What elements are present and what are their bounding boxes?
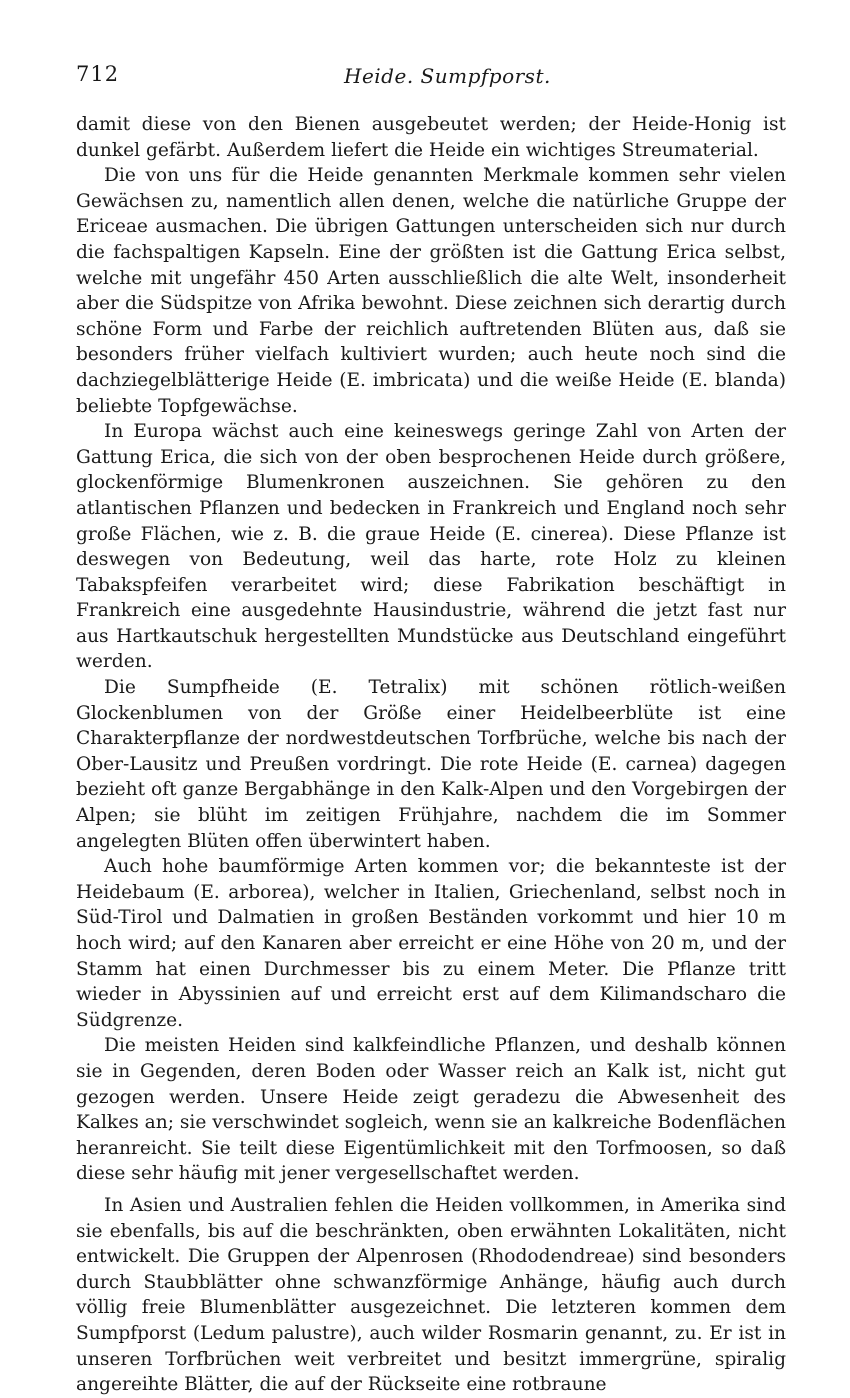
body-text: [76, 112, 786, 1398]
paragraph-3: In Europa wächst auch eine keineswegs geringe Zahl von Arten der Gattung Erica, die sich von der oben besprochenen Heide durch größere, glockenförmige Blumenkronen auszeichnen. Sie gehören zu den atlantischen Pflanzen und bedecken in Frankreich und England noch sehr große Flächen, wie z. B. die graue Heide (E. cinerea). Diese Pflanze ist deswegen von Bedeutung, weil das harte, rote Holz zu kleinen Tabakspfeifen verarbeitet wird; diese Fabrikation beschäftigt in Frankreich eine ausgedehnte Hausindustrie, während die jetzt fast nur aus Hartkautschuk hergestellten Mundstücke aus Deutschland eingeführt werden.: [76, 421, 786, 673]
paragraph-6: Die meisten Heiden sind kalkfeindliche Pflanzen, und deshalb können sie in Gegenden, deren Boden oder Wasser reich an Kalk ist, nicht gut gezogen werden. Unsere Heide zeigt geradezu die Abwesenheit des Kalkes an; sie verschwindet sogleich, wenn sie an kalkreiche Bodenflächen heranreicht. Sie teilt diese Eigentümlichkeit mit den Torfmoosen, so daß diese sehr häufig mit jener vergesellschaftet werden.: [76, 1035, 786, 1185]
paragraph-5: Auch hohe baumförmige Arten kommen vor; die bekannteste ist der Heidebaum (E. arborea), welcher in Italien, Griechenland, selbst noch in Süd-Tirol und Dalmatien in großen Beständen vorkommt und hier 10 m hoch wird; auf den Kanaren aber erreicht er eine Höhe von 20 m, und der Stamm hat einen Durchmesser bis zu einem Meter. Die Pflanze tritt wieder in Abyssinien auf und erreicht erst auf dem Kilimandscharo die Südgrenze.: [76, 856, 786, 1031]
paragraph-7: In Asien und Australien fehlen die Heiden vollkommen, in Amerika sind sie ebenfalls, bis auf die beschränkten, oben erwähnten Lokalitäten, nicht entwickelt. Die Gruppen der Alpenrosen (Rhododendreae) sind besonders durch Staubblätter ohne schwanzförmige Anhänge, häufig auch durch völlig freie Blumenblätter ausgezeichnet. Die letzteren kommen dem Sumpfporst (Ledum palustre), auch wilder Rosmarin genannt, zu. Er ist in unseren Torfbrüchen weit verbreitet und besitzt immergrüne, spiralig angereihte Blätter, die auf der Rückseite eine rotbraune: [76, 1194, 786, 1396]
running-title: Heide. Sumpfporst.: [344, 64, 551, 88]
paragraph-1: damit diese von den Bienen ausgebeutet werden; der Heide-Honig ist dunkel gefärbt. Außerdem liefert die Heide ein wichtiges Streumaterial.: [76, 114, 786, 161]
page-number: 712: [76, 62, 120, 86]
page-header: [76, 62, 786, 96]
paragraph-2: Die von uns für die Heide genannten Merkmale kommen sehr vielen Gewächsen zu, namentlich allen denen, welche die natürliche Gruppe der Ericeae ausmachen. Die übrigen Gattungen unterscheiden sich nur durch die fachspaltigen Kapseln. Eine der größten ist die Gattung Erica selbst, welche mit ungefähr 450 Arten ausschließlich die alte Welt, insonderheit aber die Südspitze von Afrika bewohnt. Diese zeichnen sich derartig durch schöne Form und Farbe der reichlich auftretenden Blüten aus, daß sie besonders früher vielfach kultiviert wurden; auch heute noch sind die dachziegelblätterige Heide (E. imbricata) und die weiße Heide (E. blanda) beliebte Topfgewächse.: [76, 165, 786, 417]
paragraph-4: Die Sumpfheide (E. Tetralix) mit schönen rötlich-weißen Glockenblumen von der Größe einer Heidelbeerblüte ist eine Charakterpflanze der nordwestdeutschen Torfbrüche, welche bis nach der Ober-Lausitz und Preußen vordringt. Die rote Heide (E. carnea) dagegen bezieht oft ganze Bergabhänge in den Kalk-Alpen und den Vorgebirgen der Alpen; sie blüht im zeitigen Frühjahre, nachdem die im Sommer angelegten Blüten offen überwintert haben.: [76, 677, 786, 852]
